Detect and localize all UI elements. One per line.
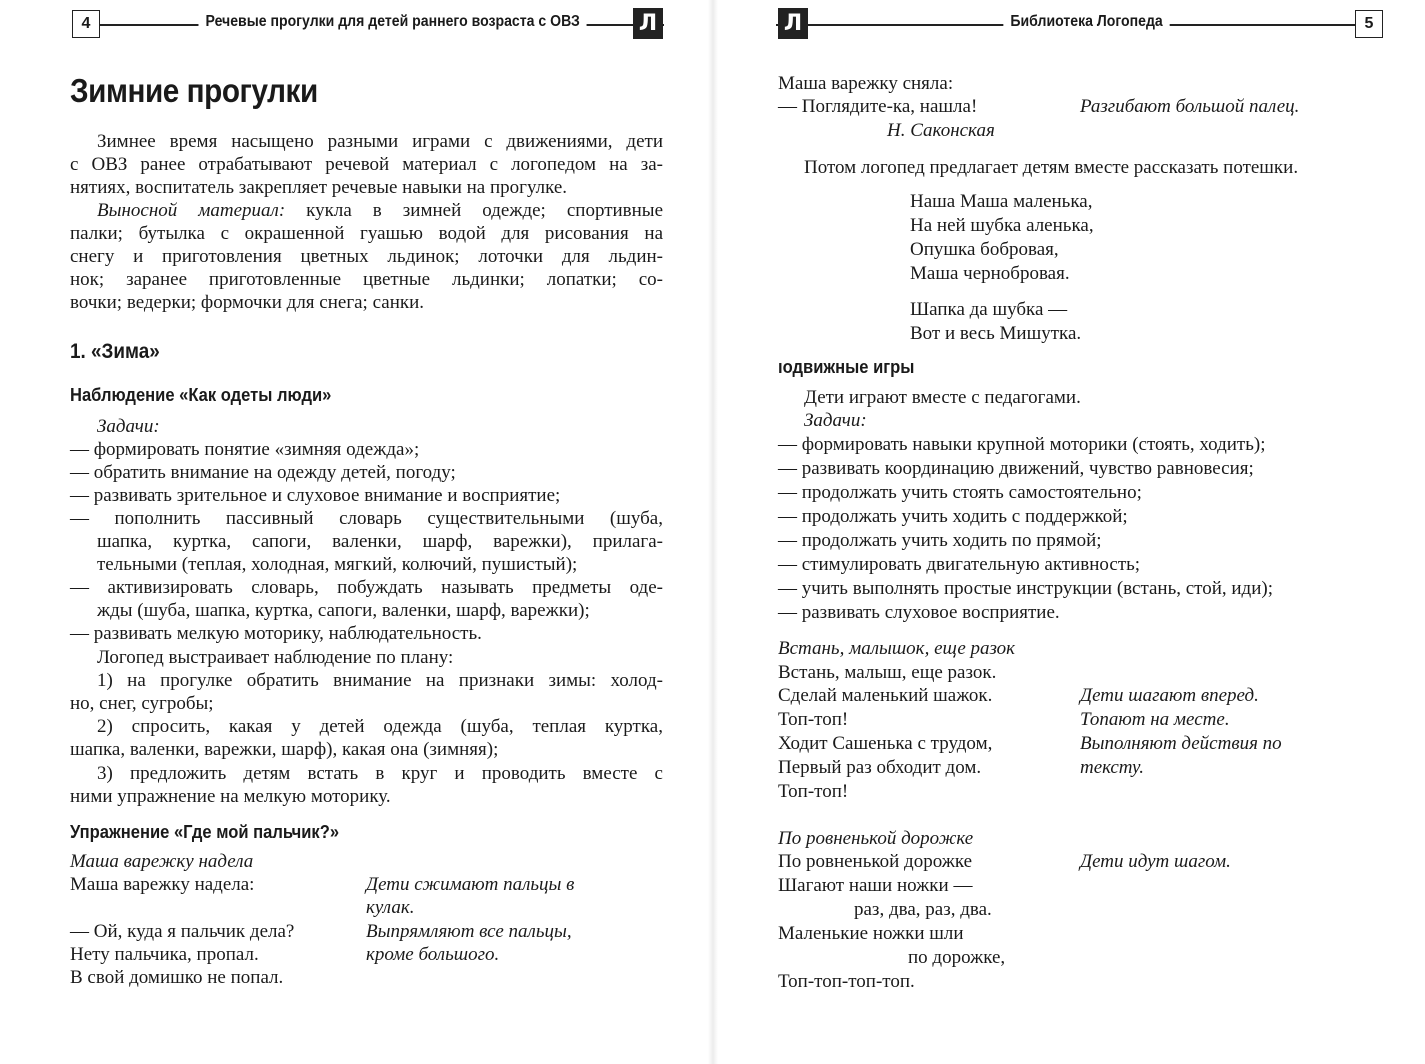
poem-line: — Поглядите-ка, нашла!: [778, 96, 978, 117]
poem-note: кроме большого.: [366, 944, 500, 965]
running-header: Библиотека Логопеда: [1003, 13, 1169, 31]
task-item: — обратить внимание на одежду детей, погоду;: [70, 462, 456, 483]
game-line: Сделай маленький шажок.: [778, 685, 993, 706]
game-line: по дорожке,: [908, 947, 1006, 968]
material-line: вочки; ведерки; формочки для снега; санки.: [70, 292, 425, 313]
task-item: — развивать координацию движений, чувство равновесия;: [778, 458, 1254, 479]
game-title: Встань, малышок, еще разок: [778, 638, 1016, 659]
plan-line: шапка, валенки, варежки, шарф), какая она (зимняя);: [70, 739, 499, 760]
poem-line: Маша варежку сняла:: [778, 73, 954, 94]
game-line: Ходит Сашенька с трудом,: [778, 733, 993, 754]
task-item: — формировать понятие «зимняя одежда»;: [70, 439, 420, 460]
game-line: Топ-топ!: [778, 709, 849, 730]
task-item: — продолжать учить стоять самостоятельно;: [778, 482, 1142, 503]
game-line: Первый раз обходит дом.: [778, 757, 982, 778]
game-note: Дети идут шагом.: [1080, 851, 1231, 872]
task-item: — продолжать учить ходить по прямой;: [778, 530, 1102, 551]
game-line: По ровненькой дорожке: [778, 851, 973, 872]
plan-line: Логопед выстраивает наблюдение по плану:: [97, 647, 454, 668]
plan-line: но, снег, сугробы;: [70, 693, 214, 714]
games-title: ıодвижные игры: [778, 357, 915, 377]
game-line: Шагают наши ножки —: [778, 875, 973, 896]
game-line: раз, два, раз, два.: [854, 899, 992, 920]
exercise-title: Упражнение «Где мой пальчик?»: [70, 822, 340, 842]
poem-note: Выпрямляют все пальцы,: [366, 921, 572, 942]
intro-line: с ОВЗ ранее отрабатывают речевой материал с логопедом на за-: [70, 154, 663, 175]
poem-line: Маша варежку надела:: [70, 874, 255, 895]
game-note: Топают на месте.: [1080, 709, 1230, 730]
task-item: — стимулировать двигательную активность;: [778, 554, 1141, 575]
material-line: нок; заранее приготовленные цветные льдинки; лопатки; со-: [70, 269, 663, 290]
material-line: палки; бутылка с окрашенной гуашью водой для рисования на: [70, 223, 663, 244]
game-line: Топ-топ!: [778, 781, 849, 802]
game-line: Топ-топ-топ-топ.: [778, 971, 915, 992]
material-text: кукла в зимней одежде; спортивные: [285, 200, 664, 221]
rhyme-line: Наша Маша маленька,: [910, 191, 1093, 212]
intro-line: нятиях, воспитатель закрепляет речевые навыки на прогулке.: [70, 177, 568, 198]
rhyme-line: Шапка да шубка —: [910, 299, 1068, 320]
publisher-logo: Л: [633, 8, 663, 39]
game-line: Маленькие ножки шли: [778, 923, 964, 944]
poem-note: Разгибают большой палец.: [1080, 96, 1300, 117]
plan-line: ними упражнение на мелкую моторику.: [70, 786, 391, 807]
rhyme-line: Опушка бобровая,: [910, 239, 1059, 260]
poem-author: Н. Саконская: [887, 120, 995, 141]
page-number: 5: [1355, 10, 1383, 38]
rhyme-line: Вот и весь Мишутка.: [910, 323, 1082, 344]
task-item: — развивать зрительное и слуховое внимание и восприятие;: [70, 485, 561, 506]
poem-note: Дети сжимают пальцы в: [366, 874, 575, 895]
running-header: Речевые прогулки для детей раннего возраста с ОВЗ: [198, 13, 586, 31]
material-line: [97, 199, 663, 222]
rhymes-intro: Потом логопед предлагает детям вместе рассказать потешки.: [804, 157, 1299, 178]
task-item: жды (шуба, шапка, куртка, сапоги, валенки, шарф, варежки);: [97, 600, 590, 621]
poem-title: Маша варежку надела: [70, 851, 254, 872]
plan-line: 2) спросить, какая у детей одежда (шуба, теплая куртка,: [97, 716, 663, 737]
tasks-label: Задачи:: [804, 410, 867, 431]
task-item: тельными (теплая, холодная, мягкий, колючий, пушистый);: [97, 554, 578, 575]
game-title: По ровненькой дорожке: [778, 828, 974, 849]
chapter-title: Зимние прогулки: [70, 72, 318, 109]
publisher-logo: Л: [778, 8, 808, 39]
task-item: — формировать навыки крупной моторики (стоять, ходить);: [778, 434, 1266, 455]
material-line: снегу и приготовления цветных льдинок; лоточки для льдин-: [70, 246, 663, 267]
material-label: Выносной материал:: [97, 200, 286, 221]
intro-line: Зимнее время насыщено разными играми с движениями, дети: [97, 131, 663, 152]
plan-line: 3) предложить детям встать в круг и проводить вместе с: [97, 763, 663, 784]
plan-line: 1) на прогулке обратить внимание на признаки зимы: холод-: [97, 670, 663, 691]
section-title: 1. «Зима»: [70, 340, 160, 363]
game-note: тексту.: [1080, 757, 1144, 778]
tasks-label: Задачи:: [97, 416, 160, 437]
task-item: — продолжать учить ходить с поддержкой;: [778, 506, 1128, 527]
task-item: шапка, куртка, сапоги, валенки, шарф, варежки), прилага-: [97, 531, 663, 552]
observation-title: Наблюдение «Как одеты люди»: [70, 385, 332, 405]
poem-line: Нету пальчика, пропал.: [70, 944, 259, 965]
task-item: — развивать мелкую моторику, наблюдательность.: [70, 623, 482, 644]
right-page: [712, 0, 1425, 1064]
task-item: — активизировать словарь, побуждать называть предметы оде-: [70, 577, 663, 598]
games-intro: Дети играют вместе с педагогами.: [804, 387, 1081, 408]
game-line: Встань, малыш, еще разок.: [778, 662, 997, 683]
left-page: [0, 0, 712, 1064]
rhyme-line: На ней шубка аленька,: [910, 215, 1094, 236]
task-item: — учить выполнять простые инструкции (встань, стой, иди);: [778, 578, 1274, 599]
poem-line: — Ой, куда я пальчик дела?: [70, 921, 295, 942]
rhyme-line: Маша чернобровая.: [910, 263, 1070, 284]
task-item: — пополнить пассивный словарь существительными (шуба,: [70, 508, 663, 529]
page-number: 4: [72, 10, 100, 38]
game-note: Выполняют действия по: [1080, 733, 1282, 754]
task-item: — развивать слуховое восприятие.: [778, 602, 1060, 623]
game-note: Дети шагают вперед.: [1080, 685, 1259, 706]
poem-line: В свой домишко не попал.: [70, 967, 284, 988]
poem-note: кулак.: [366, 897, 415, 918]
